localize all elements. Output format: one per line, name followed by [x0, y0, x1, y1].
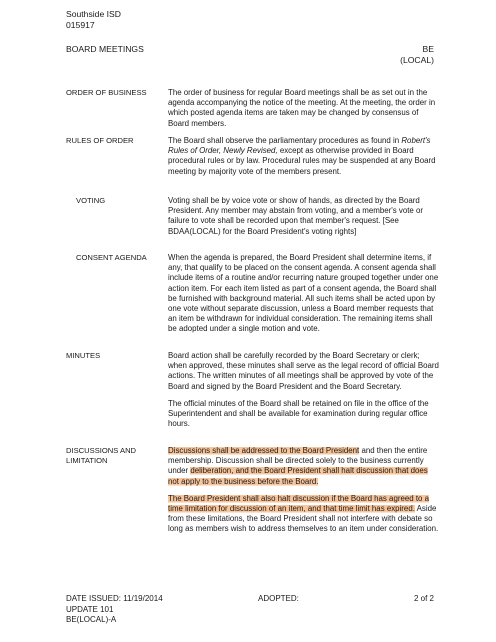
section-text: [168, 446, 440, 542]
district-info: [66, 9, 121, 31]
highlighted-text: Discussions shall be addressed to the Board President: [168, 446, 360, 455]
section-label: MINUTES: [66, 351, 101, 360]
policy-code-line1: BE: [422, 44, 434, 54]
rules-text-b: except as otherwise provided in Board procedural rules or by law. Procedural rules may be suspended at any Board meeting by majority vote of the members present.: [168, 146, 436, 176]
order-of-business-text: The order of business for regular Board meetings shall be as set out in the agenda accompanying the notice of the meeting. At the meeting, the order in which posted agenda items are taken may be changed by consensus of Board members.: [168, 88, 436, 128]
adopted-label: ADOPTED:: [258, 594, 299, 603]
consent-agenda-text: When the agenda is prepared, the Board President shall determine items, if any, that qualify to be placed on the consent agenda. A consent agenda shall include items of a routine and/or recurring nature grouped together under one action item. For each item listed as part of a consent agenda, the Board shall be furnished with background material. All such items shall be acted upon by one vote without separate discussion, unless a Board member requests that an item be withdrawn for individual consideration. The remaining items shall be adopted under a single motion and vote.: [168, 253, 439, 334]
rules-text-italic: Robert's Rules of Order, Newly Revised,: [168, 136, 431, 156]
plain-text: and then the entire membership. Discussion shall be directed solely to the business currently under: [168, 446, 428, 476]
section-label: VOTING: [76, 196, 106, 205]
plain-text: Aside from these limitations, the Board President shall not interfere with debate so long as members wish to address themselves to an item under consideration.: [168, 504, 439, 534]
district-name: Southside ISD: [66, 9, 121, 19]
voting-text: Voting shall be by voice vote or show of hands, as directed by the Board President. Any member may abstain from voting, and a member's vote or failure to vote shall be recorded upon that member's request. [See BDAA(LOCAL) for the Board President's voting rights]: [168, 196, 423, 236]
policy-code-line2: (LOCAL): [400, 55, 434, 65]
page-number: 2 of 2: [413, 594, 434, 603]
date-issued: DATE ISSUED: 11/19/2014: [66, 594, 163, 603]
rules-text-a: The Board shall observe the parliamentary procedures as found in: [168, 136, 400, 145]
rules-of-order-text: [168, 136, 440, 177]
footer-policy-code: BE(LOCAL)-A: [66, 615, 117, 624]
update-number: UPDATE 101: [66, 604, 114, 614]
section-text: [168, 253, 440, 342]
policy-code: [400, 44, 434, 66]
footer-info: [66, 594, 163, 626]
discussions-paragraph-2: [168, 494, 440, 535]
section-text: [168, 351, 440, 436]
section-label: CONSENT AGENDA: [76, 253, 147, 262]
highlighted-text: deliberation, and the Board President shall halt discussion that does not apply to the business before the Board.: [168, 466, 428, 486]
label-line-2: LIMITATION: [66, 455, 108, 465]
section-text: [168, 136, 440, 184]
section-label: ORDER OF BUSINESS: [66, 88, 147, 97]
section-label: [66, 446, 161, 465]
label-line-1: DISCUSSIONS AND: [66, 446, 137, 455]
minutes-paragraph-1: Board action shall be carefully recorded by the Board Secretary or clerk; when approved, these minutes shall serve as the legal record of official Board actions. The written minutes of all meetings shall be approved by vote of the Board and signed by the Board President and the Board Secretary.: [168, 351, 439, 391]
district-code: 015917: [66, 20, 95, 30]
discussions-paragraph-1: [168, 446, 440, 487]
document-title: BOARD MEETINGS: [66, 44, 144, 54]
section-text: [168, 196, 440, 244]
section-label: RULES OF ORDER: [66, 136, 134, 145]
section-text: [168, 88, 440, 136]
highlighted-text: The Board President shall also halt discussion if the Board has agreed to a time limitation for discussion of an item, and that time limit has expired.: [168, 493, 429, 514]
minutes-paragraph-2: The official minutes of the Board shall be retained on file in the office of the Superintendent and shall be available for examination during regular office hours.: [168, 398, 429, 429]
